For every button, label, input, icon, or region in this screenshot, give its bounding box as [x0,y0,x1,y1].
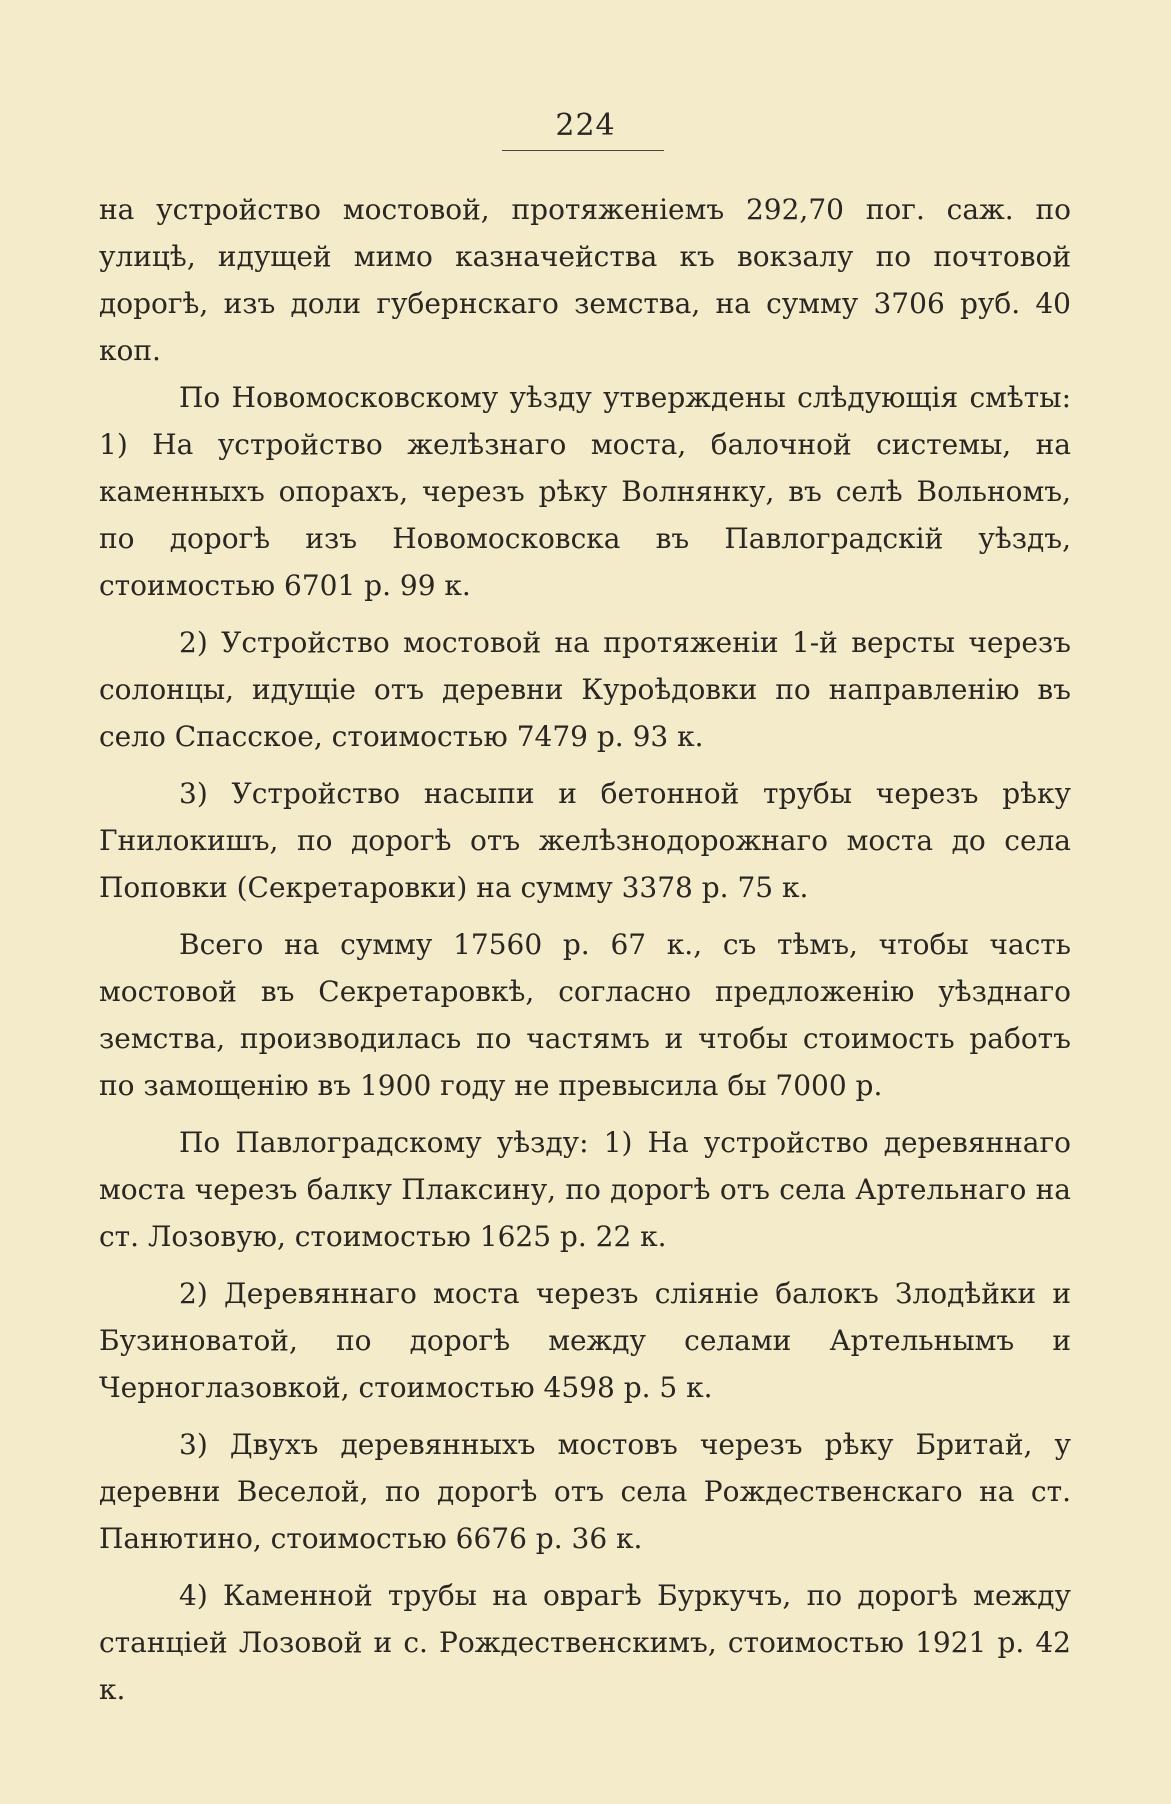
header-rule [502,150,664,151]
paragraph: 2) Устройство мостовой на протяженіи 1-й версты черезъ солонцы, идущіе отъ деревни Куроѣдовки по направленію въ село Спасское, стоимостью 7479 р. 93 к. [99,626,1071,753]
paragraph: 3) Двухъ деревянныхъ мостовъ черезъ рѣку Бритай, у деревни Веселой, по дорогѣ отъ села Рождественскаго на ст. Панютино, стоимостью 6676 р. 36 к. [99,1428,1071,1555]
paragraph: По Павлоградскому уѣзду: 1) На устройство деревяннаго моста черезъ балку Плаксину, по дорогѣ отъ села Артельнаго на ст. Лозовую, стоимостью 1625 р. 22 к. [99,1126,1071,1253]
paragraph: 3) Устройство насыпи и бетонной трубы черезъ рѣку Гнилокишъ, по дорогѣ отъ желѣзнодорожнаго моста до села Поповки (Секретаровки) на сумму 3378 р. 75 к. [99,777,1071,904]
paragraph: Всего на сумму 17560 р. 67 к., съ тѣмъ, чтобы часть мостовой въ Секретаровкѣ, согласно предложенію уѣзднаго земства, производилась по частямъ и чтобы стоимость работъ по замощенію въ 1900 году не превысила бы 7000 р. [99,928,1071,1102]
body-text [99,186,1071,1713]
paragraph: на устройство мостовой, протяженіемъ 292,70 пог. саж. по улицѣ, идущей мимо казначейства къ вокзалу по почтовой дорогѣ, изъ доли губернскаго земства, на сумму 3706 руб. 40 коп. [99,193,1071,367]
page-number: 224 [555,108,616,143]
paragraph: 4) Каменной трубы на оврагѣ Буркучъ, по дорогѣ между станціей Лозовой и с. Рождественскимъ, стоимостью 1921 р. 42 к. [99,1579,1071,1706]
paragraph: По Новомосковскому уѣзду утверждены слѣдующія смѣты: 1) На устройство желѣзнаго моста, балочной системы, на каменныхъ опорахъ, черезъ рѣку Волнянку, въ селѣ Вольномъ, по дорогѣ изъ Новомосковска въ Павлоградскій уѣздъ, стоимостью 6701 р. 99 к. [99,381,1071,602]
paragraph: 2) Деревяннаго моста черезъ сліяніе балокъ Злодѣйки и Бузиноватой, по дорогѣ между селами Артельнымъ и Черноглазовкой, стоимостью 4598 р. 5 к. [99,1277,1071,1404]
